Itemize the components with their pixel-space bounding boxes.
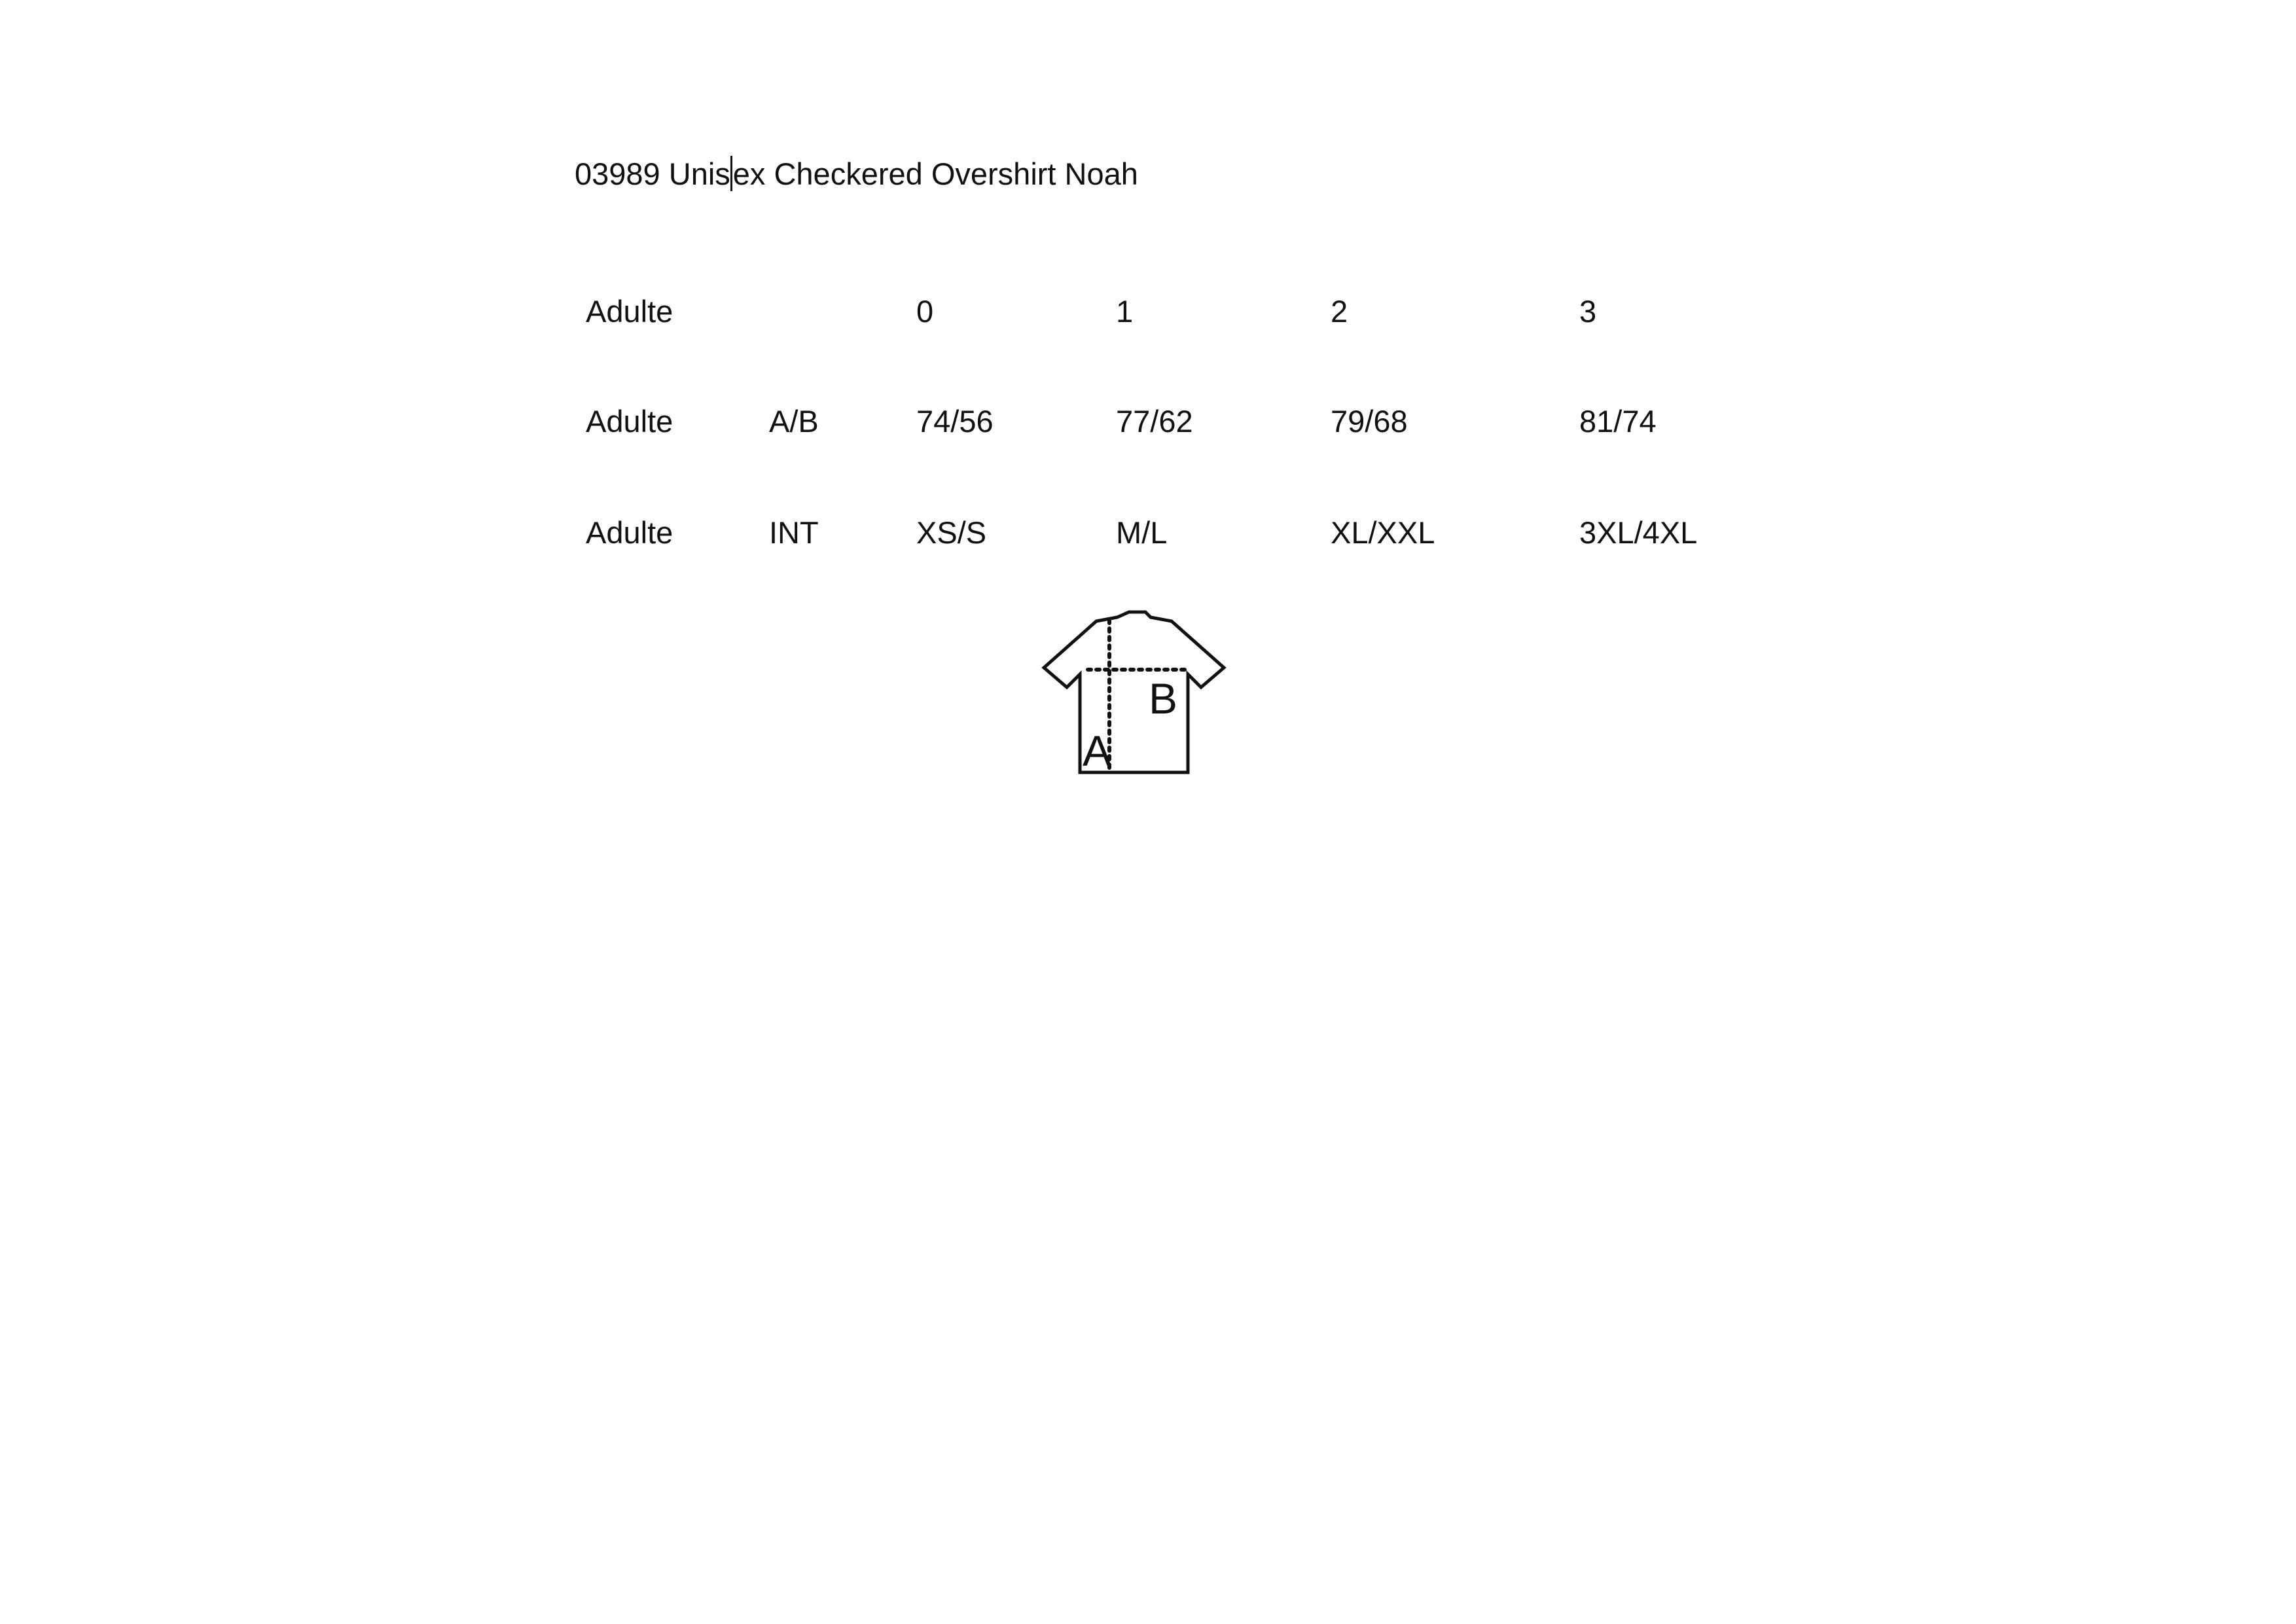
row0-value-0: 0 xyxy=(916,294,934,329)
row2-type: INT xyxy=(769,515,819,550)
tshirt-measurement-icon xyxy=(1041,605,1227,776)
row1-type: A/B xyxy=(769,404,819,439)
row1-value-0: 74/56 xyxy=(916,404,994,439)
document-title[interactable] xyxy=(575,154,1138,194)
row1-group: Adulte xyxy=(586,404,673,439)
tshirt-outline xyxy=(1044,612,1224,772)
row2-value-2: XL/XXL xyxy=(1331,515,1435,550)
row0-value-2: 2 xyxy=(1331,294,1348,329)
row0-value-3: 3 xyxy=(1579,294,1597,329)
row2-group: Adulte xyxy=(586,515,673,550)
row2-value-0: XS/S xyxy=(916,515,987,550)
title-text-after-caret: ex Checkered Overshirt Noah xyxy=(732,156,1138,191)
row1-value-1: 77/62 xyxy=(1116,404,1193,439)
tshirt-label-a: A xyxy=(1083,727,1112,775)
row1-value-2: 79/68 xyxy=(1331,404,1408,439)
row2-value-1: M/L xyxy=(1116,515,1168,550)
row0-value-1: 1 xyxy=(1116,294,1134,329)
text-cursor-caret xyxy=(730,156,732,191)
tshirt-label-b: B xyxy=(1149,674,1178,723)
row1-value-3: 81/74 xyxy=(1579,404,1657,439)
row0-group: Adulte xyxy=(586,294,673,329)
row2-value-3: 3XL/4XL xyxy=(1579,515,1698,550)
title-text-before-caret: 03989 Unis xyxy=(575,156,730,191)
